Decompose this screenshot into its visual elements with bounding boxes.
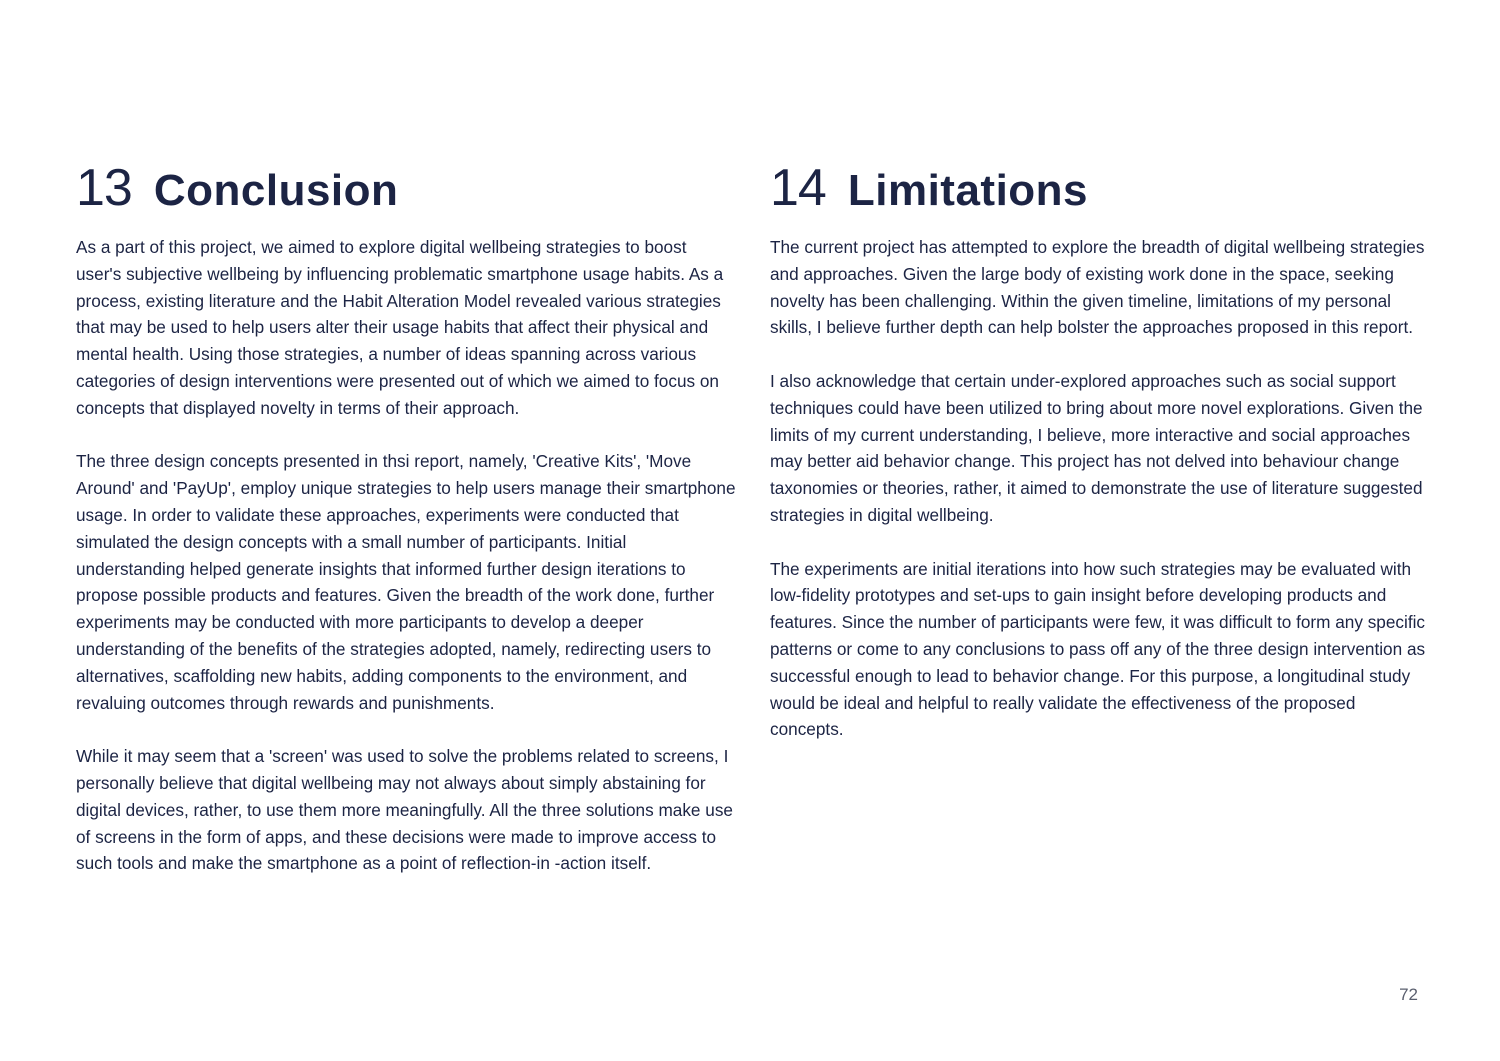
limitations-paragraph-2: I also acknowledge that certain under-explored approaches such as social support techniques could have been utilized to bring about more novel explorations. Given the limits of my current understanding, I believe, more interactive and social approaches may better aid behavior change. This project has not delved into behaviour change taxonomies or theories, rather, it aimed to demonstrate the use of literature suggested strategies in digital wellbeing. [770, 370, 1423, 525]
conclusion-section [76, 158, 736, 904]
conclusion-heading [76, 158, 736, 220]
limitations-section [770, 158, 1430, 770]
limitations-heading [770, 158, 1430, 220]
section-title: Limitations [847, 166, 1089, 215]
limitations-paragraph-1: The current project has attempted to explore the breadth of digital wellbeing strategies and approaches. Given the large body of existing work done in the space, seeking novelty has been challenging. Within the given timeline, limitations of my personal skills, I believe further depth can help bolster the approaches proposed in this report. [770, 237, 1425, 338]
conclusion-paragraph-1: As a part of this project, we aimed to explore digital wellbeing strategies to boost user's subjective wellbeing by influencing problematic smartphone usage habits. As a process, existing literature and the Habit Alteration Model revealed various strategies that may be used to help users alter their usage habits that affect their physical and mental health. Using those strategies, a number of ideas spanning across various categories of design interventions were presented out of which we aimed to focus on concepts that displayed novelty in terms of their approach. [76, 237, 724, 418]
conclusion-paragraph-3: While it may seem that a 'screen' was used to solve the problems related to screens, I personally believe that digital wellbeing may not always about simply abstaining for digital devices, rather, to use them more meaningfully. All the three solutions make use of screens in the form of apps, and these decisions were made to improve access to such tools and make the smartphone as a point of reflection-in -action itself. [76, 746, 733, 874]
conclusion-paragraph-2: The three design concepts presented in thsi report, namely, 'Creative Kits', 'Move Around' and 'PayUp', employ unique strategies to help users manage their smartphone usage. In order to validate these approaches, experiments were conducted that simulated the design concepts with a small number of participants. Initial understanding helped generate insights that informed further design iterations to propose possible products and features. Given the breadth of the work done, further experiments may be conducted with more participants to develop a deeper understanding of the benefits of the strategies adopted, namely, redirecting users to alternatives, scaffolding new habits, adding components to the environment, and revaluing outcomes through rewards and punishments. [76, 451, 736, 713]
section-title: Conclusion [153, 166, 399, 215]
section-number: 14 [770, 159, 826, 217]
limitations-paragraph-3: The experiments are initial iterations into how such strategies may be evaluated with low-fidelity prototypes and set-ups to gain insight before developing products and features. Since the number of participants were few, it was difficult to form any specific patterns or come to any conclusions to pass off any of the three design intervention as successful enough to lead to behavior change. For this purpose, a longitudinal study would be ideal and helpful to really validate the effectiveness of the proposed concepts. [770, 558, 1426, 740]
section-number: 13 [76, 159, 132, 217]
page-number: 72 [1399, 985, 1418, 1004]
